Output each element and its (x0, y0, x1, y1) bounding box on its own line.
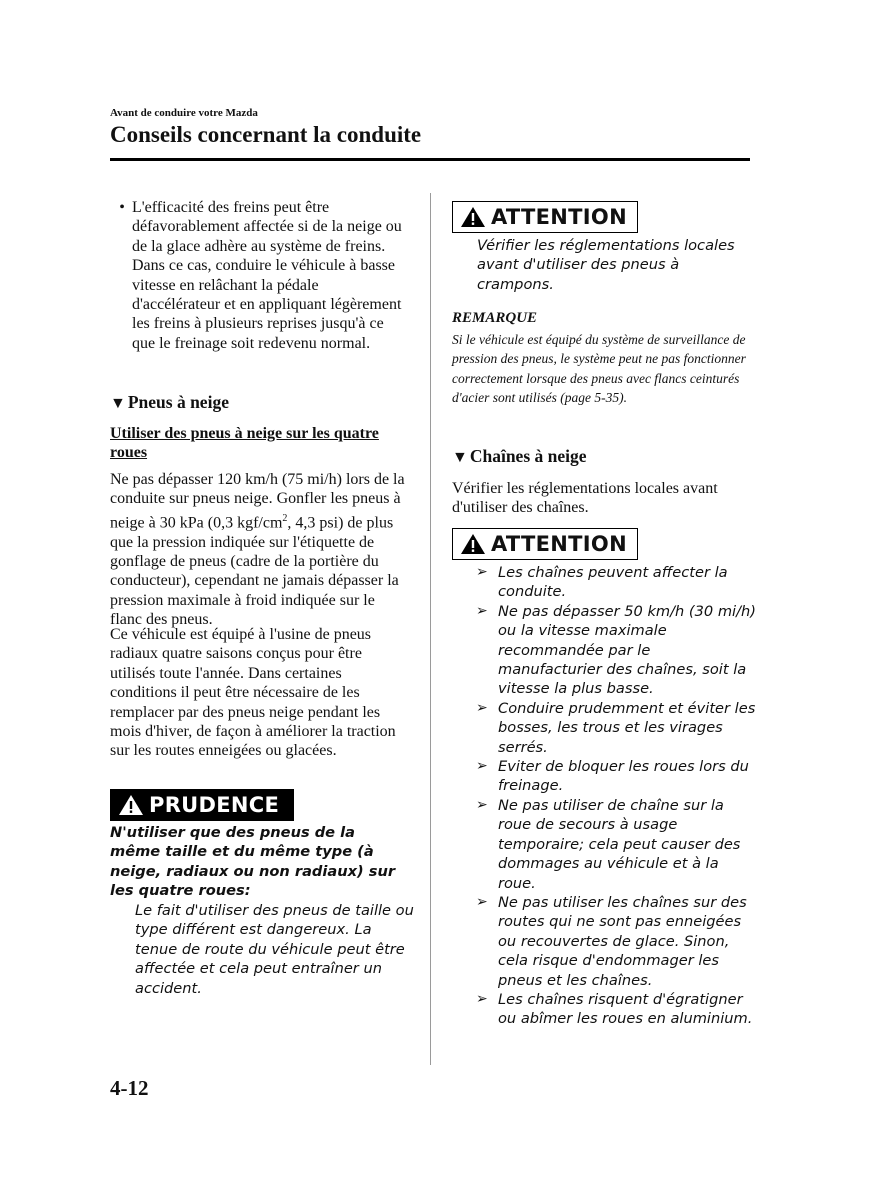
header-rule (110, 158, 750, 161)
attention-label-2: ATTENTION (491, 532, 627, 556)
section-heading-snow-tires (110, 392, 229, 413)
remarque-text: Si le véhicule est équipé du système de surveillance de pression des pneus, le système peut ne pas fonctionner correctement lorsque des pneus avec flancs ceinturés d'acier sont utilisés (page 5-35). (452, 332, 746, 406)
down-triangle-icon: ▼ (452, 449, 468, 466)
pressure-text-b: , 4,3 psi) de plus que la pression indiquée sur l'étiquette de gonflage de pneus (cadre de la portière du conducteur), cependant ne jamais dépasser la pression maximale à froid indiquée sur le flanc des pneus. (110, 514, 399, 629)
brakes-bullet (110, 198, 410, 353)
caution-body-text: Le fait d'utiliser des pneus de taille ou type différent est dangereux. La tenue de route du véhicule peut être affectée et cela peut entraîner un accident. (135, 902, 414, 997)
arrowhead-bullet-icon: ➢ (476, 893, 488, 910)
arrowhead-bullet-icon: ➢ (476, 564, 488, 580)
page-number: 4-12 (110, 1076, 149, 1100)
arrowhead-bullet-icon: ➢ (476, 699, 488, 716)
list-item: ➢ Les chaînes peuvent affecter la conduite. (476, 564, 728, 601)
subheading-four-wheels: Utiliser des pneus à neige sur les quatre roues (110, 425, 379, 462)
section-heading-snow-chains (452, 446, 587, 467)
caution-label-box (110, 789, 294, 821)
attention-text-1: Vérifier les réglementations locales avant d'utiliser des pneus à crampons. (477, 237, 735, 293)
brakes-bullet-text: L'efficacité des freins peut être défavorablement affectée si de la neige ou de la glace adhère au système de freins. Dans ce cas, conduire le véhicule à basse vitesse en relâchant la pédale d'accélérateur et en appliquant légèrement les freins à plusieurs reprises jusqu'à ce que le freinage soit redevenu normal. (132, 199, 402, 352)
section-heading-snow-tires-text: Pneus à neige (127, 392, 229, 412)
attention-label-box-2 (452, 528, 638, 560)
chains-paragraph: Vérifier les réglementations locales avant d'utiliser des chaînes. (452, 480, 718, 517)
list-item: ➢ Conduire prudemment et éviter les bosses, les trous et les virages serrés. (476, 699, 756, 756)
warning-triangle-icon (460, 533, 486, 555)
caution-label: PRUDENCE (149, 793, 280, 817)
pressure-text-a: Ne pas dépasser 120 km/h (75 mi/h) lors de la conduite sur pneus neige. Gonfler les pneus à neige à 30 kPa (0,3 kgf/cm (110, 471, 405, 532)
arrowhead-bullet-icon: ➢ (476, 796, 488, 813)
bullet-dot-icon: • (119, 199, 125, 216)
caution-bold-text: N'utiliser que des pneus de la même taille et du même type (à neige, radiaux ou non radiaux) sur les quatre roues: (110, 824, 396, 900)
remarque-title: REMARQUE (452, 310, 538, 326)
attention-label-box-1 (452, 201, 638, 233)
pressure-superscript: 2 (282, 512, 288, 524)
attention-label-1: ATTENTION (491, 205, 627, 229)
list-item: ➢ Eviter de bloquer les roues lors du freinage. (476, 758, 749, 795)
warning-triangle-icon (118, 794, 144, 816)
list-item: ➢ Ne pas utiliser les chaînes sur des routes qui ne sont pas enneigées ou recouvertes de glace. Sinon, cela risque d'endommager les pneus et les chaînes. (476, 893, 747, 989)
all-season-paragraph: Ce véhicule est équipé à l'usine de pneus radiaux quatre saisons conçus pour être utilisés toute l'année. Dans certaines conditions il peut être nécessaire de les remplacer par des pneus neige pendant les mois d'hiver, de façon à améliorer la traction sur les routes enneigées ou glacées. (110, 626, 396, 760)
arrowhead-bullet-icon: ➢ (476, 990, 488, 1007)
header-section-label: Avant de conduire votre Mazda (110, 107, 258, 119)
arrowhead-bullet-icon: ➢ (476, 758, 488, 775)
chains-warning-list (476, 563, 756, 1029)
section-heading-snow-chains-text: Chaînes à neige (469, 446, 587, 466)
snow-tire-pressure-paragraph (110, 470, 410, 630)
list-item: ➢ Les chaînes risquent d'égratigner ou abîmer les roues en aluminium. (476, 990, 753, 1028)
down-triangle-icon: ▼ (110, 395, 126, 412)
list-item: ➢ Ne pas utiliser de chaîne sur la roue de secours à usage temporaire; cela peut causer des dommages au véhicule et à la roue. (476, 796, 741, 892)
list-item: ➢ Ne pas dépasser 50 km/h (30 mi/h) ou la vitesse maximale recommandée par le manufacturier des chaînes, soit la vitesse la plus basse. (476, 602, 756, 698)
warning-triangle-icon (460, 206, 486, 228)
column-divider (430, 193, 431, 1065)
arrowhead-bullet-icon: ➢ (476, 602, 488, 619)
page-title: Conseils concernant la conduite (110, 122, 422, 147)
